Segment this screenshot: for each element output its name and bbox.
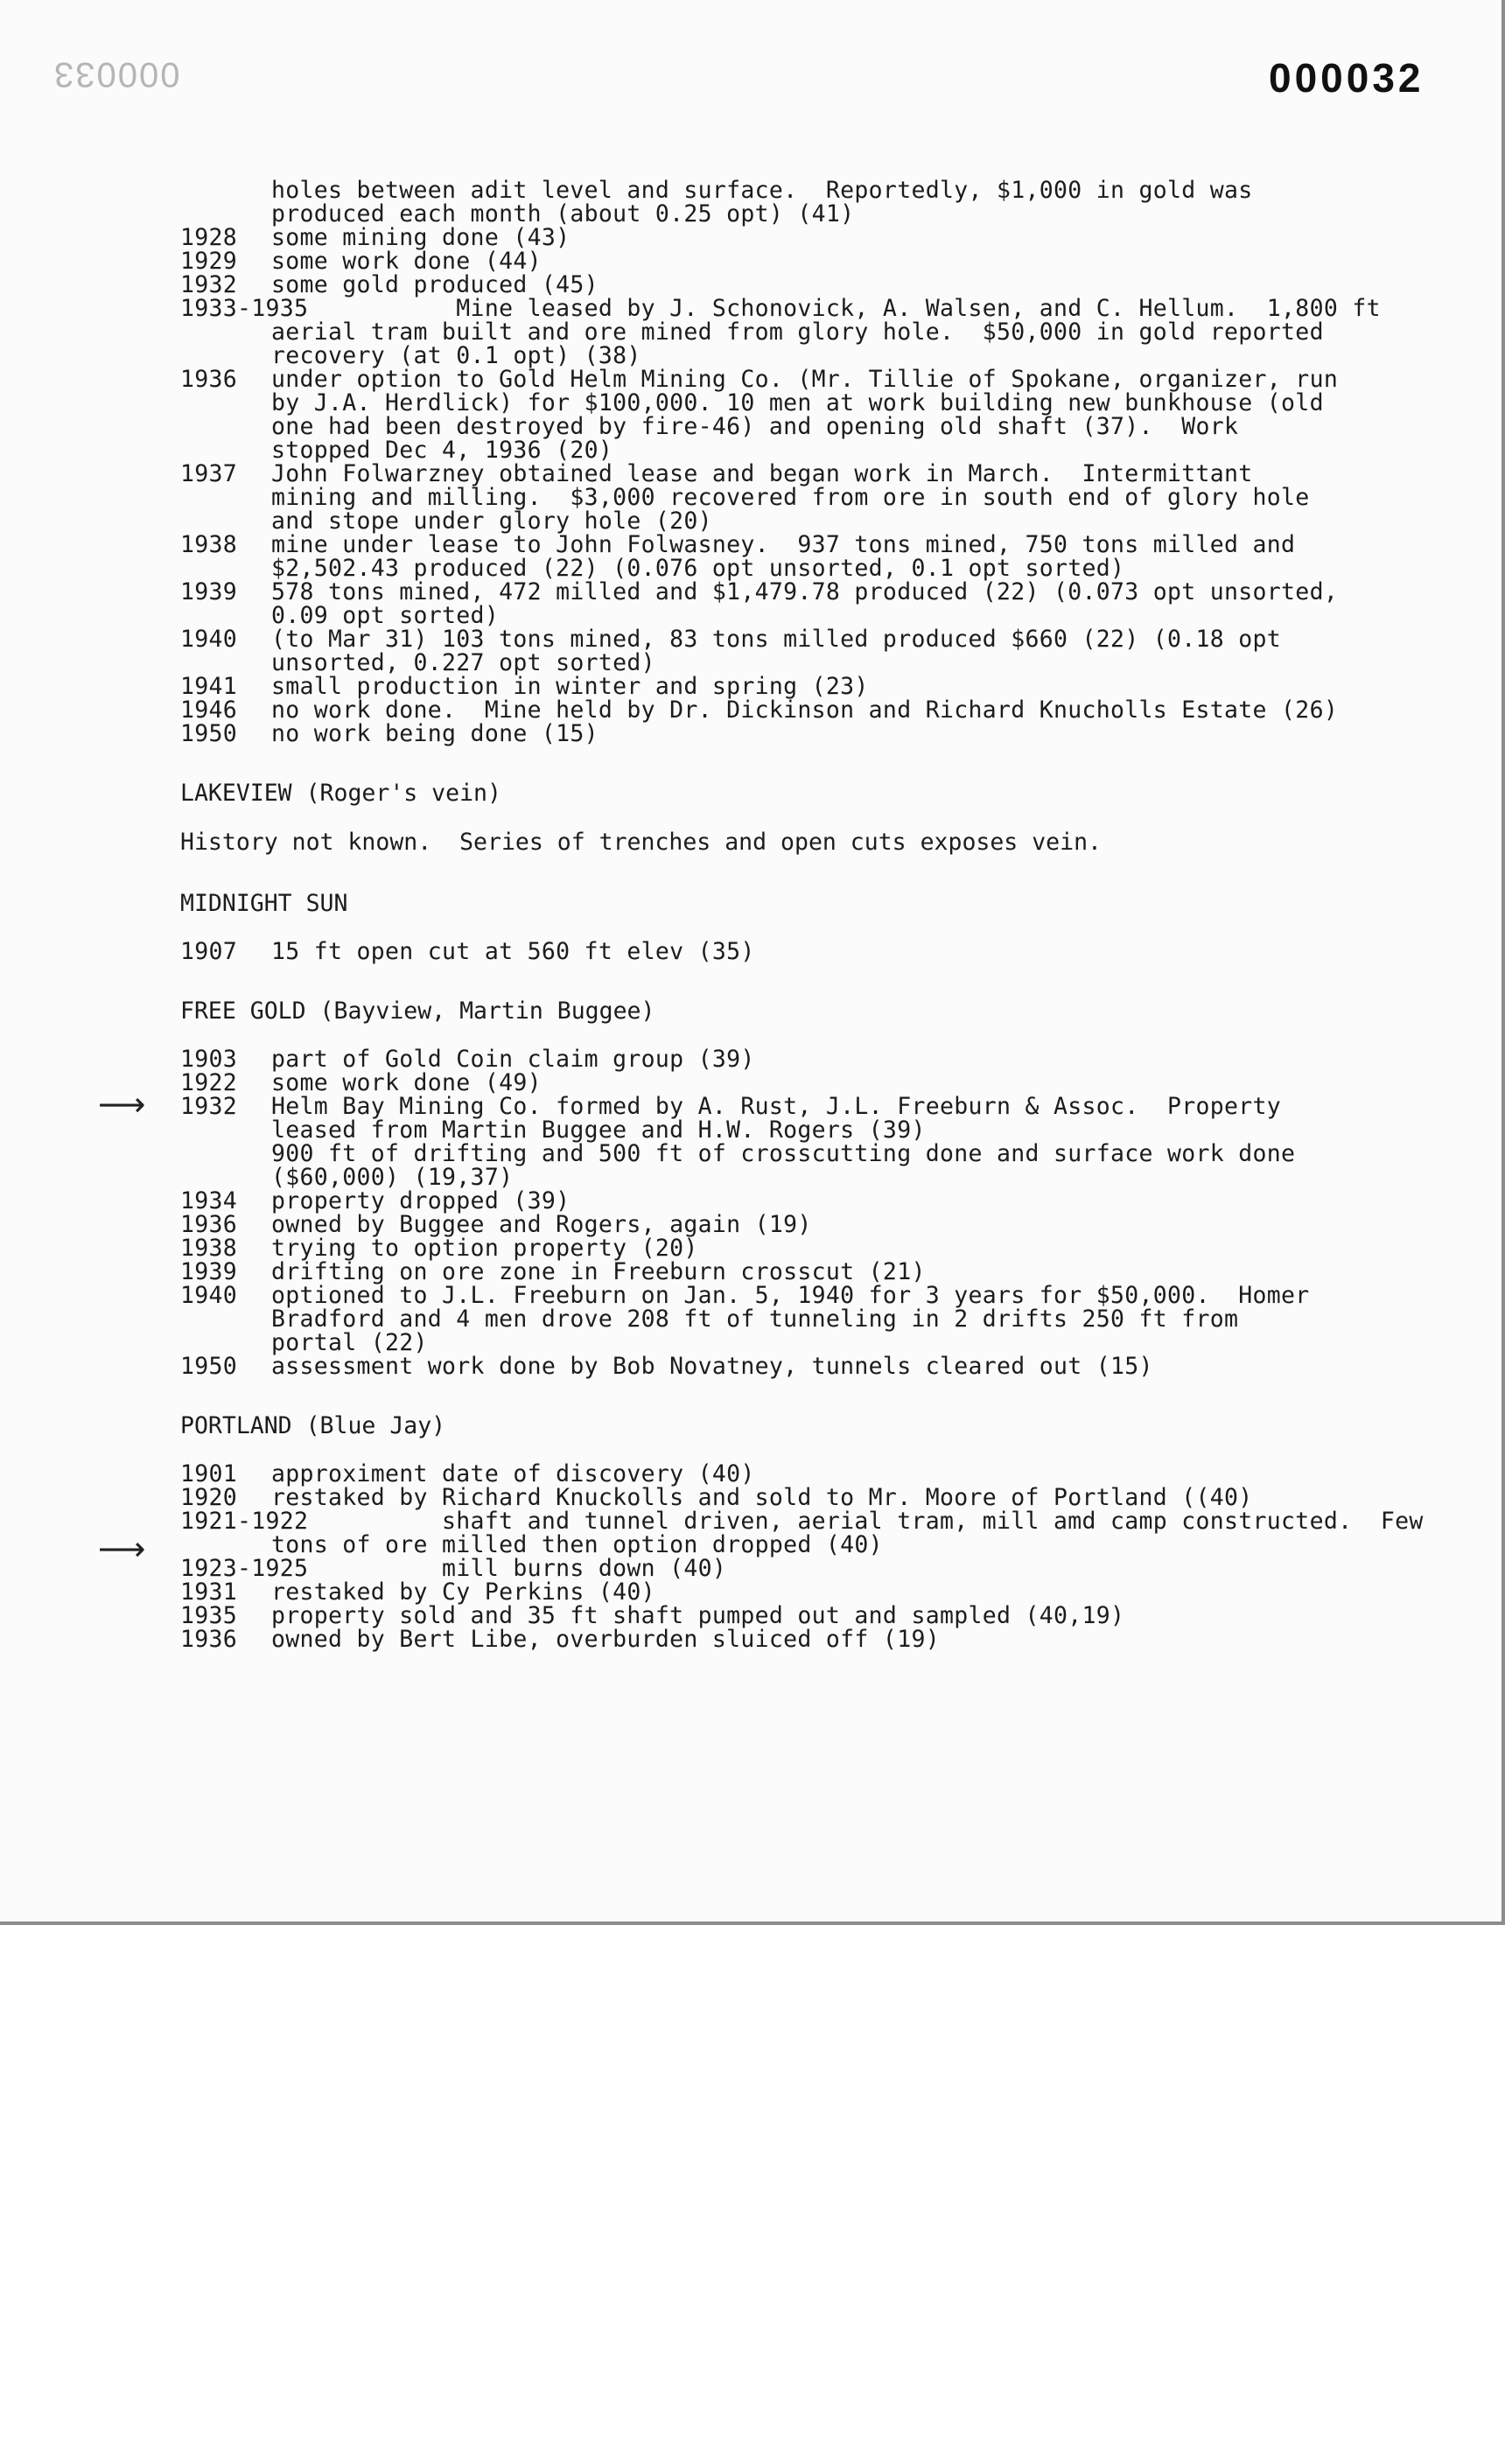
entry-year: 1920 xyxy=(180,1484,238,1511)
section-heading-midnight-sun: MIDNIGHT SUN xyxy=(180,890,348,917)
entry-row xyxy=(180,320,1344,344)
entry-row xyxy=(180,273,1344,297)
handwritten-arrow-icon: ⟶ xyxy=(98,1085,146,1124)
entry-row xyxy=(180,556,1344,580)
entry-text: part of Gold Coin claim group (39) xyxy=(271,1046,755,1073)
entry-row xyxy=(180,438,1344,462)
entry-text: ($60,000) (19,37) xyxy=(271,1164,514,1191)
entry-text: (to Mar 31) 103 tons mined, 83 tons milled produced $660 (22) (0.18 opt xyxy=(271,626,1282,653)
entry-year: 1936 xyxy=(180,1626,238,1653)
entry-text: mine under lease to John Folwasney. 937 tons mined, 750 tons milled and xyxy=(271,531,1296,558)
entry-row xyxy=(180,1047,1344,1071)
entry-text: 15 ft open cut at 560 ft elev (35) xyxy=(271,938,755,965)
entry-text: Mine leased by J. Schonovick, A. Walsen, and C. Hellum. 1,800 ft xyxy=(271,295,1381,322)
entry-row xyxy=(180,1284,1344,1307)
entry-row xyxy=(180,1533,1344,1557)
entry-text: restaked by Richard Knuckolls and sold to Mr. Moore of Portland ((40) xyxy=(271,1484,1253,1511)
entry-row xyxy=(180,226,1344,249)
entry-year: 1931 xyxy=(180,1578,238,1606)
entry-row xyxy=(180,627,1344,651)
entry-row xyxy=(180,580,1344,604)
entry-text: owned by Buggee and Rogers, again (19) xyxy=(271,1211,812,1238)
entry-year: 1937 xyxy=(180,460,238,487)
entry-row xyxy=(180,462,1344,486)
entry-text: recovery (at 0.1 opt) (38) xyxy=(271,342,641,369)
entry-year: 1922 xyxy=(180,1069,238,1096)
entry-text: Helm Bay Mining Co. formed by A. Rust, J.L. Freeburn & Assoc. Property xyxy=(271,1093,1282,1120)
entry-text: no work done. Mine held by Dr. Dickinson and Richard Knucholls Estate (26) xyxy=(271,696,1339,724)
entry-year: 1932 xyxy=(180,271,238,298)
entry-row xyxy=(180,1307,1344,1331)
entry-text: and stope under glory hole (20) xyxy=(271,508,712,535)
handwritten-arrow-icon: ⟶ xyxy=(98,1530,146,1568)
entry-row xyxy=(180,486,1344,509)
entry-text: restaked by Cy Perkins (40) xyxy=(271,1578,655,1606)
entry-text: some gold produced (45) xyxy=(271,271,598,298)
entry-year: 1929 xyxy=(180,248,238,275)
entry-year: 1928 xyxy=(180,224,238,251)
entry-row xyxy=(180,1354,1344,1378)
entry-row xyxy=(180,1236,1344,1260)
entry-row xyxy=(180,1557,1344,1580)
entry-text: under option to Gold Helm Mining Co. (Mr. Tillie of Spokane, organizer, run xyxy=(271,366,1339,393)
entry-text: some work done (49) xyxy=(271,1069,542,1096)
entry-text: stopped Dec 4, 1936 (20) xyxy=(271,437,613,464)
entry-text: drifting on ore zone in Freeburn crosscut (21) xyxy=(271,1258,926,1285)
entry-row xyxy=(180,1166,1344,1189)
entry-row xyxy=(180,940,1344,963)
section-heading-lakeview: LAKEVIEW (Roger's vein) xyxy=(180,780,501,807)
entry-row xyxy=(180,1508,1424,1535)
entry-year: 1935 xyxy=(180,1602,238,1629)
entry-year: 1939 xyxy=(180,1258,238,1285)
entry-row xyxy=(180,651,1344,675)
entry-text: property sold and 35 ft shaft pumped out and sampled (40,19) xyxy=(271,1602,1125,1629)
portland-entries xyxy=(180,1460,1424,1653)
entry-text: portal (22) xyxy=(271,1329,428,1356)
entry-row xyxy=(180,1071,1344,1095)
entry-text: one had been destroyed by fire-46) and opening old shaft (37). Work xyxy=(271,413,1239,440)
entry-row xyxy=(180,415,1344,438)
entry-text: leased from Martin Buggee and H.W. Rogers (39) xyxy=(271,1116,926,1144)
free-gold-entries xyxy=(180,1047,1344,1378)
entry-year: 1903 xyxy=(180,1046,238,1073)
entry-year: 1950 xyxy=(180,1353,238,1380)
entry-row xyxy=(180,1142,1344,1166)
history-entries xyxy=(180,224,1381,747)
entry-row xyxy=(180,1260,1344,1284)
entry-text: approximent date of discovery (40) xyxy=(271,1460,755,1488)
text-line: produced each month (about 0.25 opt) (41) xyxy=(271,200,855,228)
entry-row xyxy=(180,1604,1344,1628)
entry-row xyxy=(180,391,1344,415)
entry-year: 1901 xyxy=(180,1460,238,1488)
section-heading-free-gold: FREE GOLD (Bayview, Martin Buggee) xyxy=(180,998,655,1025)
entry-text: shaft and tunnel driven, aerial tram, mill amd camp constructed. Few xyxy=(271,1508,1424,1535)
entry-text: property dropped (39) xyxy=(271,1187,570,1214)
entry-text: Bradford and 4 men drove 208 ft of tunneling in 2 drifts 250 ft from xyxy=(271,1306,1239,1333)
entry-text: by J.A. Herdlick) for $100,000. 10 men at work building new bunkhouse (old xyxy=(271,389,1324,416)
entry-text: some mining done (43) xyxy=(271,224,570,251)
entry-row xyxy=(180,533,1344,556)
entry-row xyxy=(180,1628,1344,1651)
entry-text: John Folwarzney obtained lease and began work in March. Intermittant xyxy=(271,460,1253,487)
entry-year: 1932 xyxy=(180,1093,238,1120)
entry-row xyxy=(180,249,1344,273)
text-line: holes between adit level and surface. Reportedly, $1,000 in gold was xyxy=(271,177,1253,204)
section-heading-portland: PORTLAND (Blue Jay) xyxy=(180,1412,446,1439)
entry-year: 1940 xyxy=(180,1282,238,1309)
entry-year: 1936 xyxy=(180,1211,238,1238)
entry-text: no work being done (15) xyxy=(271,720,598,747)
document-body xyxy=(180,177,1424,1653)
entry-year: 1940 xyxy=(180,626,238,653)
entry-row xyxy=(180,1486,1344,1509)
entry-row xyxy=(180,698,1344,722)
entry-text: 578 tons mined, 472 milled and $1,479.78 produced (22) (0.073 opt unsorted, xyxy=(271,578,1339,606)
section-text-lakeview: History not known. Series of trenches and open cuts exposes vein. xyxy=(180,829,1102,856)
entry-year: 1934 xyxy=(180,1187,238,1214)
entry-row xyxy=(180,295,1381,322)
entry-year: 1950 xyxy=(180,720,238,747)
entry-text: $2,502.43 produced (22) (0.076 opt unsorted, 0.1 opt sorted) xyxy=(271,555,1125,582)
entry-text: small production in winter and spring (23) xyxy=(271,673,869,700)
entry-row xyxy=(180,509,1344,533)
entry-row xyxy=(180,1189,1344,1213)
entry-row xyxy=(180,1462,1344,1486)
entry-row xyxy=(180,1580,1344,1604)
entry-text: aerial tram built and ore mined from glory hole. $50,000 in gold reported xyxy=(271,318,1324,346)
entry-year: 1941 xyxy=(180,673,238,700)
page-number-top-left: 000033 xyxy=(52,55,180,94)
page-number-top-right: 000032 xyxy=(1269,55,1424,101)
entry-year: 1907 xyxy=(180,938,238,965)
entry-text: optioned to J.L. Freeburn on Jan. 5, 1940 for 3 years for $50,000. Homer xyxy=(271,1282,1310,1309)
entry-row xyxy=(180,344,1344,368)
entry-year: 1933-1935 xyxy=(180,295,309,322)
entry-text: 900 ft of drifting and 500 ft of crosscutting done and surface work done xyxy=(271,1140,1296,1167)
entry-text: mining and milling. $3,000 recovered from ore in south end of glory hole xyxy=(271,484,1310,511)
entry-text: assessment work done by Bob Novatney, tunnels cleared out (15) xyxy=(271,1353,1153,1380)
entry-text: mill burns down (40) xyxy=(271,1555,727,1582)
entry-row xyxy=(180,1331,1344,1354)
entry-year: 1938 xyxy=(180,1235,238,1262)
entry-year: 1939 xyxy=(180,578,238,606)
entry-row xyxy=(180,1118,1344,1142)
entry-row xyxy=(180,604,1344,627)
entry-year: 1936 xyxy=(180,366,238,393)
entry-text: tons of ore milled then option dropped (40) xyxy=(271,1531,883,1558)
entry-row xyxy=(180,368,1344,391)
entry-text: some work done (44) xyxy=(271,248,542,275)
entry-row xyxy=(180,722,1344,746)
entry-row xyxy=(180,1095,1344,1118)
entry-year: 1938 xyxy=(180,531,238,558)
entry-year: 1921-1922 xyxy=(180,1508,309,1535)
entry-row xyxy=(180,1213,1344,1236)
entry-text: trying to option property (20) xyxy=(271,1235,698,1262)
entry-text: 0.09 opt sorted) xyxy=(271,602,500,629)
entry-year: 1923-1925 xyxy=(180,1555,309,1582)
entry-year: 1946 xyxy=(180,696,238,724)
entry-text: owned by Bert Libe, overburden sluiced off (19) xyxy=(271,1626,940,1653)
entry-text: unsorted, 0.227 opt sorted) xyxy=(271,649,655,676)
entry-row xyxy=(180,675,1344,698)
